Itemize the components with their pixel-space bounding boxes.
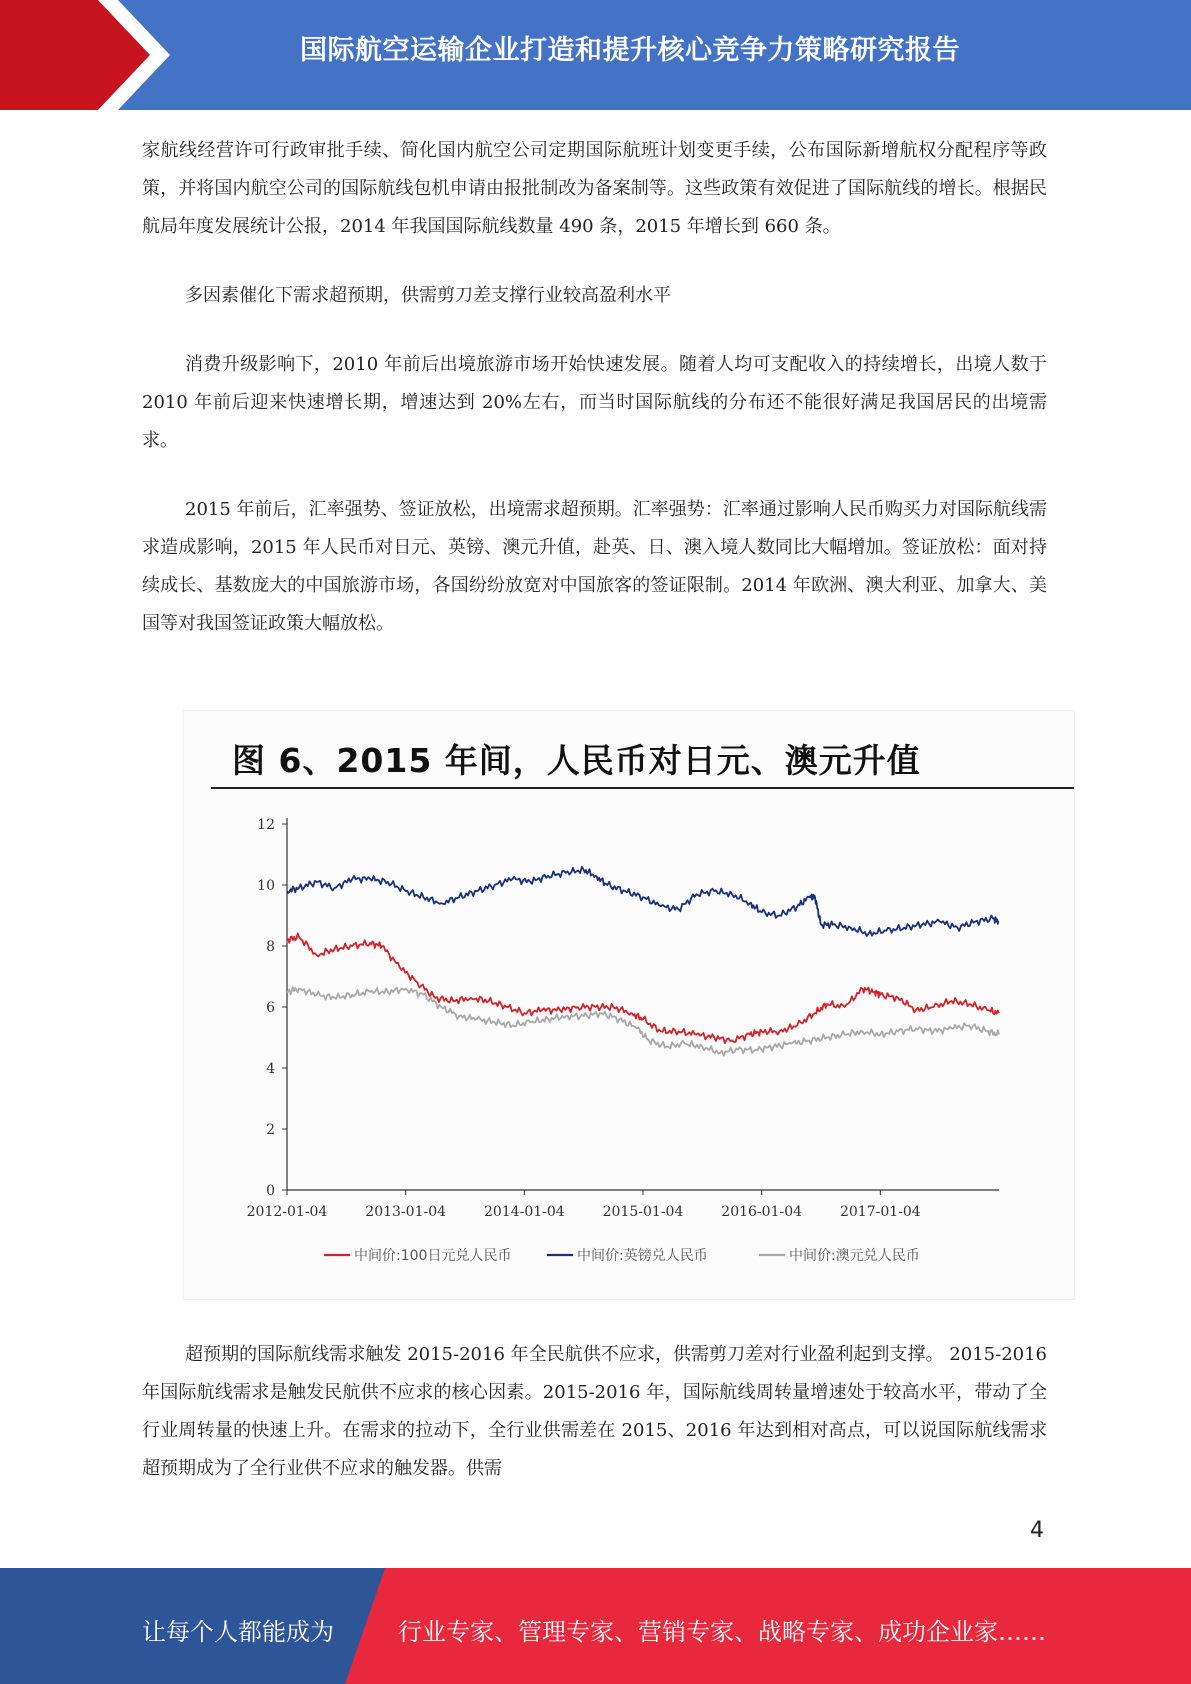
legend-label-3: 中间价:澳元兑人民币 bbox=[789, 1248, 920, 1264]
x-tick-label: 2013-01-04 bbox=[365, 1204, 447, 1220]
x-tick-label: 2017-01-04 bbox=[839, 1204, 921, 1220]
figure-6 bbox=[183, 710, 1075, 1300]
y-tick-label: 2 bbox=[266, 1122, 275, 1138]
series-line-3 bbox=[287, 987, 999, 1055]
x-tick-label: 2014-01-04 bbox=[483, 1204, 565, 1220]
page-number: 4 bbox=[1030, 1518, 1044, 1543]
page-footer bbox=[0, 1568, 1191, 1684]
x-tick-label: 2012-01-04 bbox=[246, 1204, 328, 1220]
series-line-2 bbox=[287, 867, 999, 936]
chart-title: 图 6、2015 年间，人民币对日元、澳元升值 bbox=[232, 741, 921, 780]
report-title: 国际航空运输企业打造和提升核心竞争力策略研究报告 bbox=[300, 35, 960, 66]
y-tick-label: 12 bbox=[257, 817, 275, 833]
page-header bbox=[0, 0, 1191, 110]
y-tick-label: 10 bbox=[257, 878, 275, 894]
series-line-1 bbox=[287, 933, 999, 1043]
footer-slogan-left: 让每个人都能成为 bbox=[142, 1618, 334, 1646]
body-text-top bbox=[142, 132, 1047, 643]
y-tick-label: 4 bbox=[266, 1061, 275, 1077]
x-tick-label: 2015-01-04 bbox=[602, 1204, 684, 1220]
body-text-bottom bbox=[142, 1336, 1047, 1488]
y-tick-label: 8 bbox=[266, 939, 275, 955]
paragraph-supply-demand: 超预期的国际航线需求触发 2015-2016 年全民航供不应求，供需剪刀差对行业盈利起到支撑。 2015-2016 年国际航线需求是触发民航供不应求的核心因素。2015-2016 年，国际航线周转量增速处于较高水平，带动了全行业周转量的快速上升。在需求的拉动下，全行业供需差在 2015、2016 年达到相对高点，可以说国际航线需求超预期成为了全行业供不应求的触发器。供需 bbox=[142, 1344, 1047, 1479]
paragraph-consumption: 消费升级影响下，2010 年前后出境旅游市场开始快速发展。随着人均可支配收入的持续增长，出境人数于 2010 年前后迎来快速增长期，增速达到 20%左右，而当时国际航线的分布还不能很好满足我国居民的出境需求。 bbox=[142, 354, 1047, 451]
exchange-rate-chart bbox=[184, 711, 1074, 1299]
y-tick-label: 6 bbox=[266, 1000, 275, 1016]
paragraph-policy: 家航线经营许可行政审批手续、简化国内航空公司定期国际航班计划变更手续，公布国际新增航权分配程序等政策，并将国内航空公司的国际航线包机申请由报批制改为备案制等。这些政策有效促进了国际航线的增长。根据民航局年度发展统计公报，2014 年我国国际航线数量 490 条，2015 年增长到 660 条。 bbox=[142, 140, 1047, 237]
section-subheading: 多因素催化下需求超预期，供需剪刀差支撑行业较高盈利水平 bbox=[185, 285, 671, 306]
paragraph-exchange-visa: 2015 年前后，汇率强势、签证放松，出境需求超预期。汇率强势：汇率通过影响人民币购买力对国际航线需求造成影响，2015 年人民币对日元、英镑、澳元升值，赴英、日、澳入境人数同比大幅增加。签证放松：面对持续成长、基数庞大的中国旅游市场，各国纷纷放宽对中国旅客的签证限制。2014 年欧洲、澳大利亚、加拿大、美国等对我国签证政策大幅放松。 bbox=[142, 499, 1047, 634]
y-tick-label: 0 bbox=[266, 1183, 275, 1199]
x-tick-label: 2016-01-04 bbox=[721, 1204, 803, 1220]
legend-label-2: 中间价:英镑兑人民币 bbox=[577, 1248, 708, 1264]
footer-slogan-right: 行业专家、管理专家、营销专家、战略专家、成功企业家…… bbox=[398, 1618, 1046, 1646]
legend-label-1: 中间价:100日元兑人民币 bbox=[354, 1248, 512, 1264]
